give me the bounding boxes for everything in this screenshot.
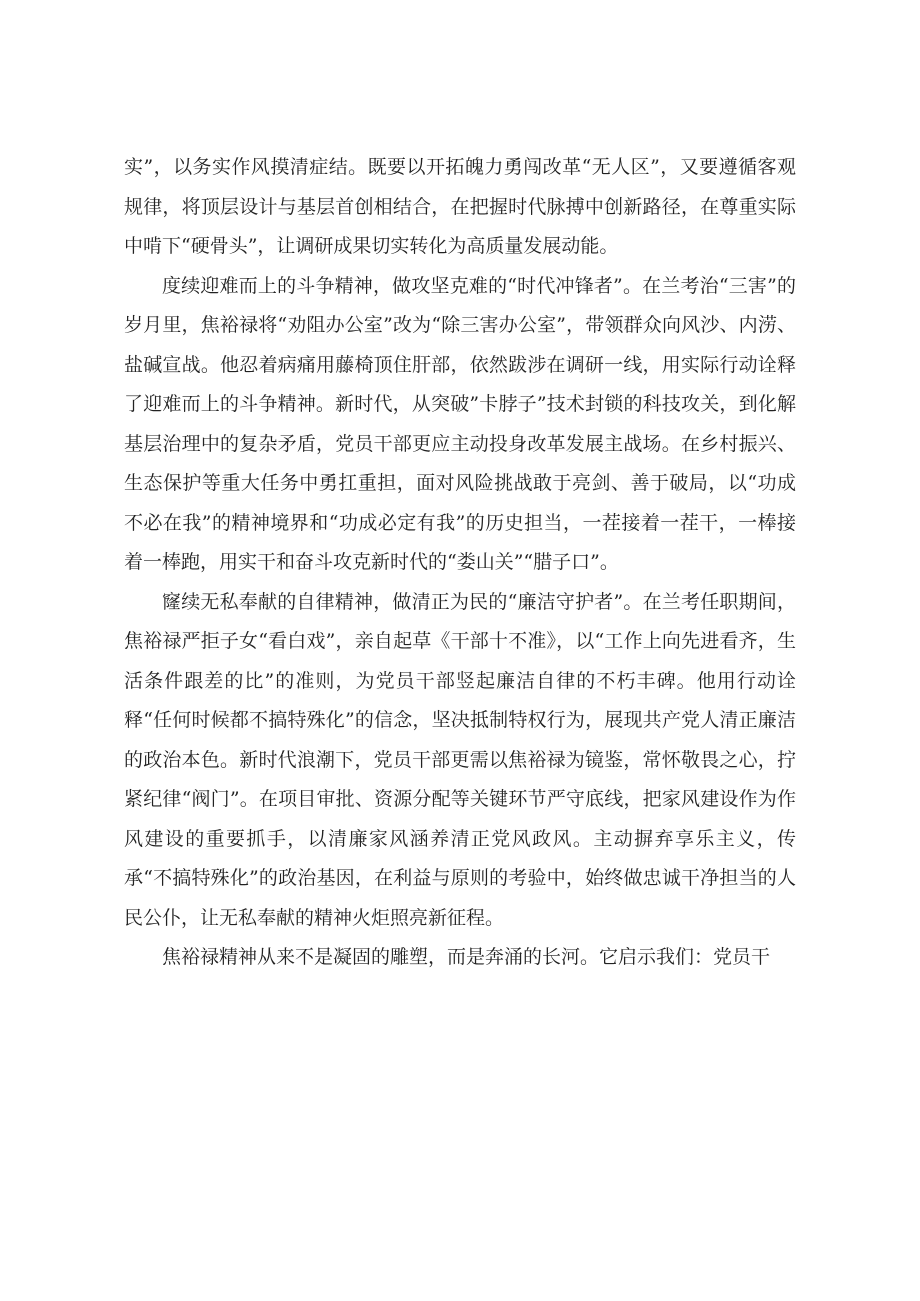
article-body: [124, 148, 796, 978]
paragraph-integrity-spirit: 窿续无私奉献的自律精神，做清正为民的“廉洁守护者”。在兰考任职期间，焦裕禄严拒子女“看白戏”，亲自起草《干部十不准》，以“工作上向先进看齐，生活条件跟差的比”的准则，为党员干部竖起廉洁自律的不朽丰碑。他用行动诠释“任何时候都不搞特殊化”的信念，坚决抵制特权行为，展现共产党人清正廉洁的政治本色。新时代浪潮下，党员干部更需以焦裕禄为镜鉴，常怀敬畏之心，拧紧纪律“阀门”。在项目审批、资源分配等关键环节严守底线，把家风建设作为作风建设的重要抓手，以清廉家风涵养清正党风政风。主动摒弃享乐主义，传承“不搞特殊化”的政治基因，在利益与原则的考验中，始终做忠诚干净担当的人民公仆，让无私奉献的精神火炬照亮新征程。: [124, 590, 796, 929]
paragraph-struggle-spirit: 度续迎难而上的斗争精神，做攻坚克难的“时代冲锋者”。在兰考治“三害”的岁月里，焦裕禄将“劝阻办公室”改为“除三害办公室”，带领群众向风沙、内涝、盐碱宣战。他忍着病痛用藤椅顶住肝部，依然跋涉在调研一线，用实际行动诠释了迎难而上的斗争精神。新时代，从突破”卡脖子”技术封锁的科技攻关，到化解基层治理中的复杂矛盾，党员干部更应主动投身改革发展主战场。在乡村振兴、生态保护等重大任务中勇扛重担，面对风险挑战敢于亮剑、善于破局，以“功成不必在我”的精神境界和“功成必定有我”的历史担当，一茬接着一茬干，一棒接着一棒跑，用实干和奋斗攻克新时代的“娄山关”“腊子口”。: [124, 274, 796, 573]
paragraph-continued: 实”，以务实作风摸清症结。既要以开拓魄力勇闯改革“无人区”，又要遵循客观规律，将顶层设计与基层首创相结合，在把握时代脉搏中创新路径，在尊重实际中啃下“硬骨头”，让调研成果切实转化为高质量发展动能。: [124, 156, 796, 257]
paragraph-conclusion: 焦裕禄精神从来不是凝固的雕塑，而是奔涌的长河。它启示我们：党员干: [162, 946, 771, 968]
